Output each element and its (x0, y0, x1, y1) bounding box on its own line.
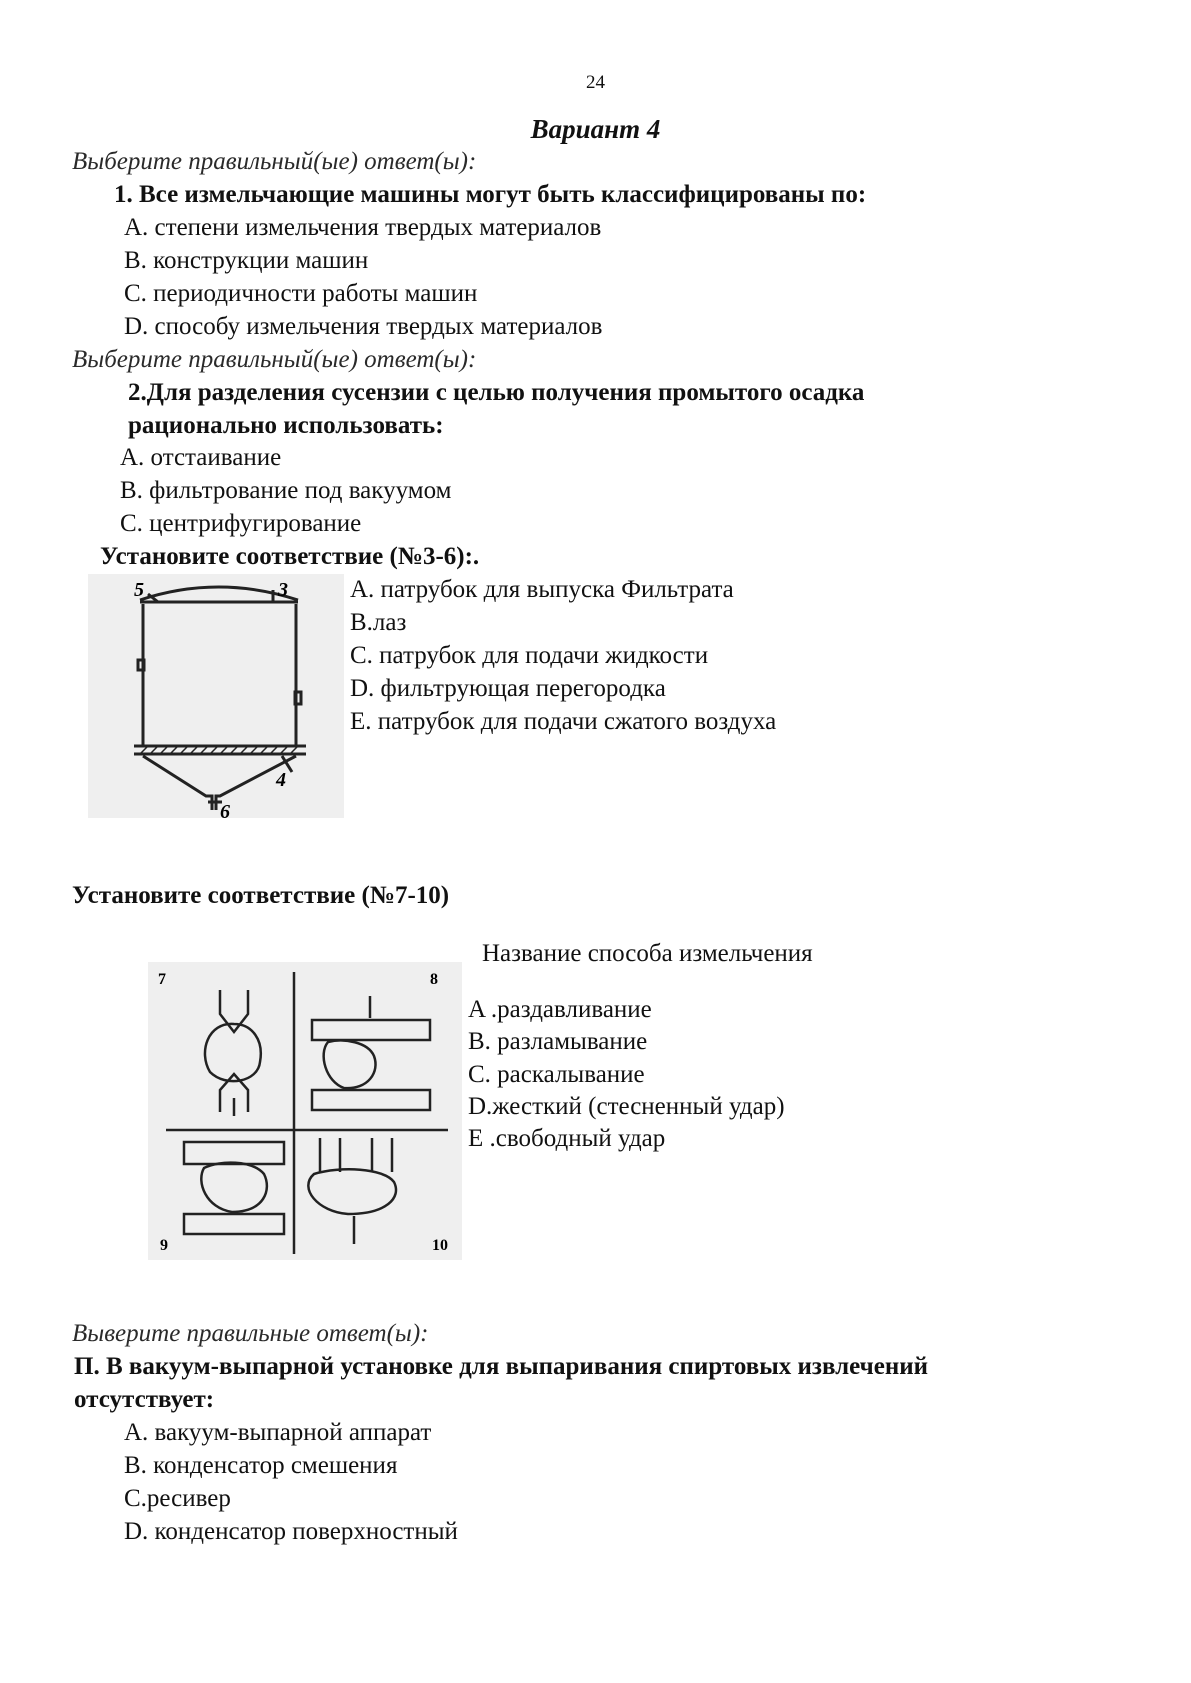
q11-instruction: Выверите правильные ответ(ы): (72, 1320, 429, 1347)
q2-option-a: A. отстаивание (120, 444, 282, 471)
match2-option-b: B. разламывание (468, 1028, 648, 1055)
q2-option-c: C. центрифугирование (120, 510, 362, 537)
label-9: 9 (160, 1237, 168, 1254)
filter-apparatus-figure (88, 574, 344, 818)
match2-option-c: C. раскалывание (468, 1061, 645, 1088)
q2-question-line2: рационально использовать: (128, 412, 444, 439)
q11-question-line1: П. В вакуум-выпарной установке для выпаривания спиртовых извлечений (74, 1353, 929, 1380)
crushing-methods-drawing (148, 962, 462, 1260)
q1-instruction: Выберите правильный(ые) ответ(ы): (72, 148, 477, 175)
match2-option-d: D.жесткий (стесненный удар) (468, 1093, 785, 1120)
q1-option-a: A. степени измельчения твердых материалов (124, 214, 602, 241)
page-number: 24 (586, 72, 605, 93)
label-10: 10 (432, 1237, 448, 1254)
match2-option-e: E .свободный удар (468, 1125, 666, 1152)
q11-option-a: A. вакуум-выпарной аппарат (124, 1419, 432, 1446)
match1-option-e: E. патрубок для подачи сжатого воздуха (350, 708, 777, 735)
filter-apparatus-drawing (88, 574, 344, 818)
variant-title: Вариант 4 (530, 114, 661, 144)
cone-left (143, 756, 212, 810)
plate-8-bottom (312, 1090, 430, 1110)
match2-heading: Установите соответствие (№7-10) (72, 882, 450, 909)
match1-option-c: C. патрубок для подачи жидкости (350, 642, 709, 669)
q2-instruction: Выберите правильный(ые) ответ(ы): (72, 346, 477, 373)
q1-option-b: B. конструкции машин (124, 247, 369, 274)
match1-option-a: A. патрубок для выпуска Фильтрата (350, 576, 734, 603)
left-fitting (138, 660, 144, 670)
match1-option-b: B.лаз (350, 609, 407, 636)
plate-9-top (184, 1142, 284, 1164)
q2-question-line1: 2.Для разделения сусензии с целью получения промытого осадка (128, 379, 865, 406)
right-fitting (295, 692, 301, 704)
pins-10-right (372, 1138, 392, 1172)
label-4: 4 (276, 769, 286, 791)
plate-9-bottom (184, 1214, 284, 1234)
q2-option-b: B. фильтрование под вакуумом (120, 477, 452, 504)
match1-heading: Установите соответствие (№3-6):. (100, 543, 480, 570)
label-3: 3 (278, 579, 288, 601)
q11-option-c: C.ресивер (124, 1485, 231, 1512)
label-7: 7 (158, 971, 166, 988)
q11-option-d: D. конденсатор поверхностный (124, 1518, 458, 1545)
pins-10-left (320, 1138, 340, 1172)
lump-10 (308, 1169, 396, 1214)
match1-option-d: D. фильтрующая перегородка (350, 675, 666, 702)
q1-option-c: C. периодичности работы машин (124, 280, 478, 307)
label-6: 6 (220, 801, 230, 818)
crushing-methods-figure (148, 962, 462, 1260)
label-8: 8 (430, 971, 438, 988)
q11-option-b: B. конденсатор смешения (124, 1452, 398, 1479)
q11-question-line2: отсутствует: (74, 1386, 215, 1413)
lump-9 (201, 1163, 267, 1212)
match2-option-a: A .раздавливание (468, 996, 652, 1023)
lump-8 (324, 1041, 376, 1089)
q1-option-d: D. способу измельчения твердых материалов (124, 313, 603, 340)
match2-column-title: Название способа измельчения (482, 940, 813, 967)
q1-question: 1. Все измельчающие машины могут быть классифицированы по: (114, 181, 867, 208)
label-5: 5 (134, 579, 144, 601)
plate-8-top (312, 1020, 430, 1040)
